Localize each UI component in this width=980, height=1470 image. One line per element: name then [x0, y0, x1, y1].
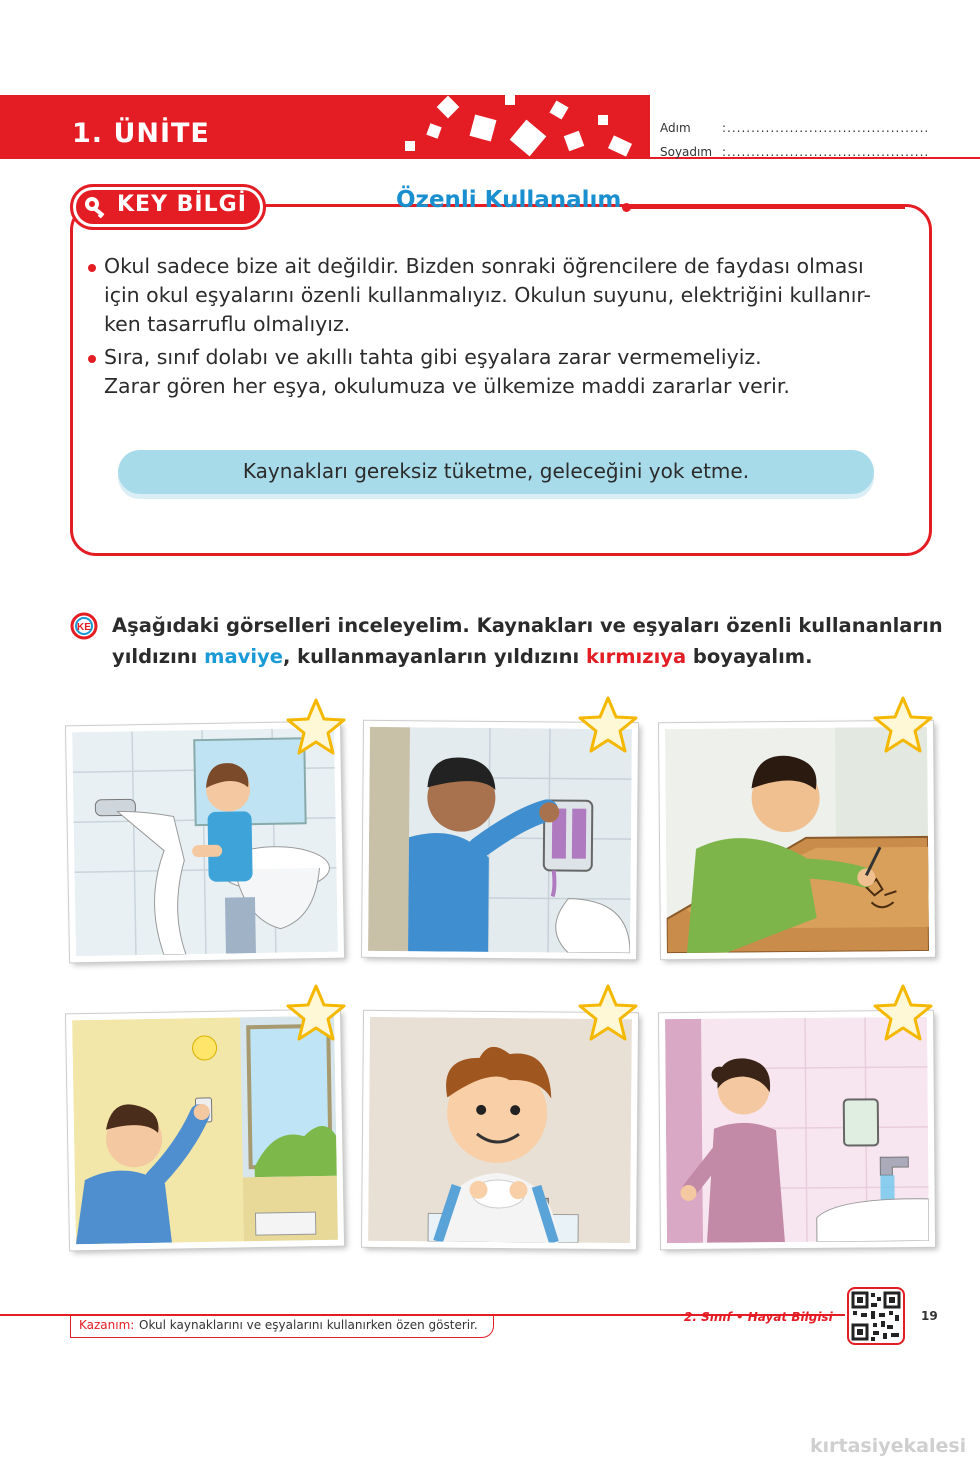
illustration-running-tap	[665, 1017, 929, 1243]
surname-label: Soyadım	[660, 145, 713, 159]
picture-card-2	[362, 721, 638, 959]
illustration-soap-dispenser	[368, 727, 632, 953]
kazanim-text: Okul kaynaklarını ve eşyalarını kullanırken özen gösterir.	[139, 1318, 478, 1332]
qr-code[interactable]	[847, 1287, 905, 1345]
qr-code-icon	[849, 1289, 903, 1343]
bullet-text-1: Okul sadece bize ait değildir. Bizden sonraki öğrencilere de faydası olması için okul eşyalarını özenli kullanmalıyız. Okulun suyunu, elektriğini kullanır- ken tasarruflu olmalıyız.	[104, 254, 871, 336]
instruction-line-2: yıldızını maviye, kullanmayanların yıldızını kırmızıya boyayalım.	[112, 645, 813, 668]
illustration-light-switch	[72, 1016, 338, 1245]
picture-card-1	[66, 722, 344, 963]
motto-text: Kaynakları gereksiz tüketme, geleceğini yok etme.	[242, 459, 750, 483]
svg-text:KE: KE	[77, 622, 91, 633]
star-icon[interactable]	[872, 983, 934, 1043]
watermark: kırtasiyekalesi	[810, 1435, 967, 1457]
section-title: Özenli Kullanalım	[396, 187, 622, 213]
course-label: 2. Sınıf • Hayat Bilgisi	[684, 1310, 833, 1324]
bullet-dot	[88, 355, 96, 363]
name-field[interactable]: :..........................................	[722, 121, 930, 135]
picture-card-4	[66, 1010, 344, 1251]
key-icon	[82, 193, 110, 221]
kazanim-label: Kazanım:	[79, 1318, 135, 1332]
illustration-paper-towel	[72, 728, 338, 957]
bullet-dot	[88, 264, 96, 272]
star-icon[interactable]	[577, 695, 639, 755]
bullet-text-2: Sıra, sınıf dolabı ve akıllı tahta gibi eşyalara zarar vermemeliyiz. Zarar gören her eşya, okulumuza ve ülkemize maddi zararlar verir.	[104, 345, 790, 398]
instruction-line-1: Aşağıdaki görselleri inceleyelim. Kaynakları ve eşyaları özenli kullananların	[112, 614, 943, 637]
surname-field[interactable]: :..........................................	[722, 145, 930, 159]
activity-icon	[70, 612, 98, 640]
star-icon[interactable]	[285, 697, 347, 757]
illustration-washing-hands	[368, 1017, 632, 1243]
unit-title: 1. ÜNİTE	[72, 118, 210, 149]
title-underline	[630, 206, 905, 209]
star-icon[interactable]	[577, 983, 639, 1043]
illustration-drawing-on-desk	[665, 727, 929, 953]
picture-card-5	[362, 1011, 638, 1249]
key-bilgi-label: KEY BİLGİ	[117, 192, 247, 217]
instruction-blue-word: maviye	[204, 645, 283, 668]
picture-card-3	[659, 721, 935, 959]
instruction-red-word: kırmızıya	[585, 645, 687, 668]
star-icon[interactable]	[872, 695, 934, 755]
picture-card-6	[659, 1011, 935, 1249]
name-label: Adım	[660, 121, 691, 135]
star-icon[interactable]	[285, 983, 347, 1043]
page-number: 19	[921, 1309, 938, 1323]
